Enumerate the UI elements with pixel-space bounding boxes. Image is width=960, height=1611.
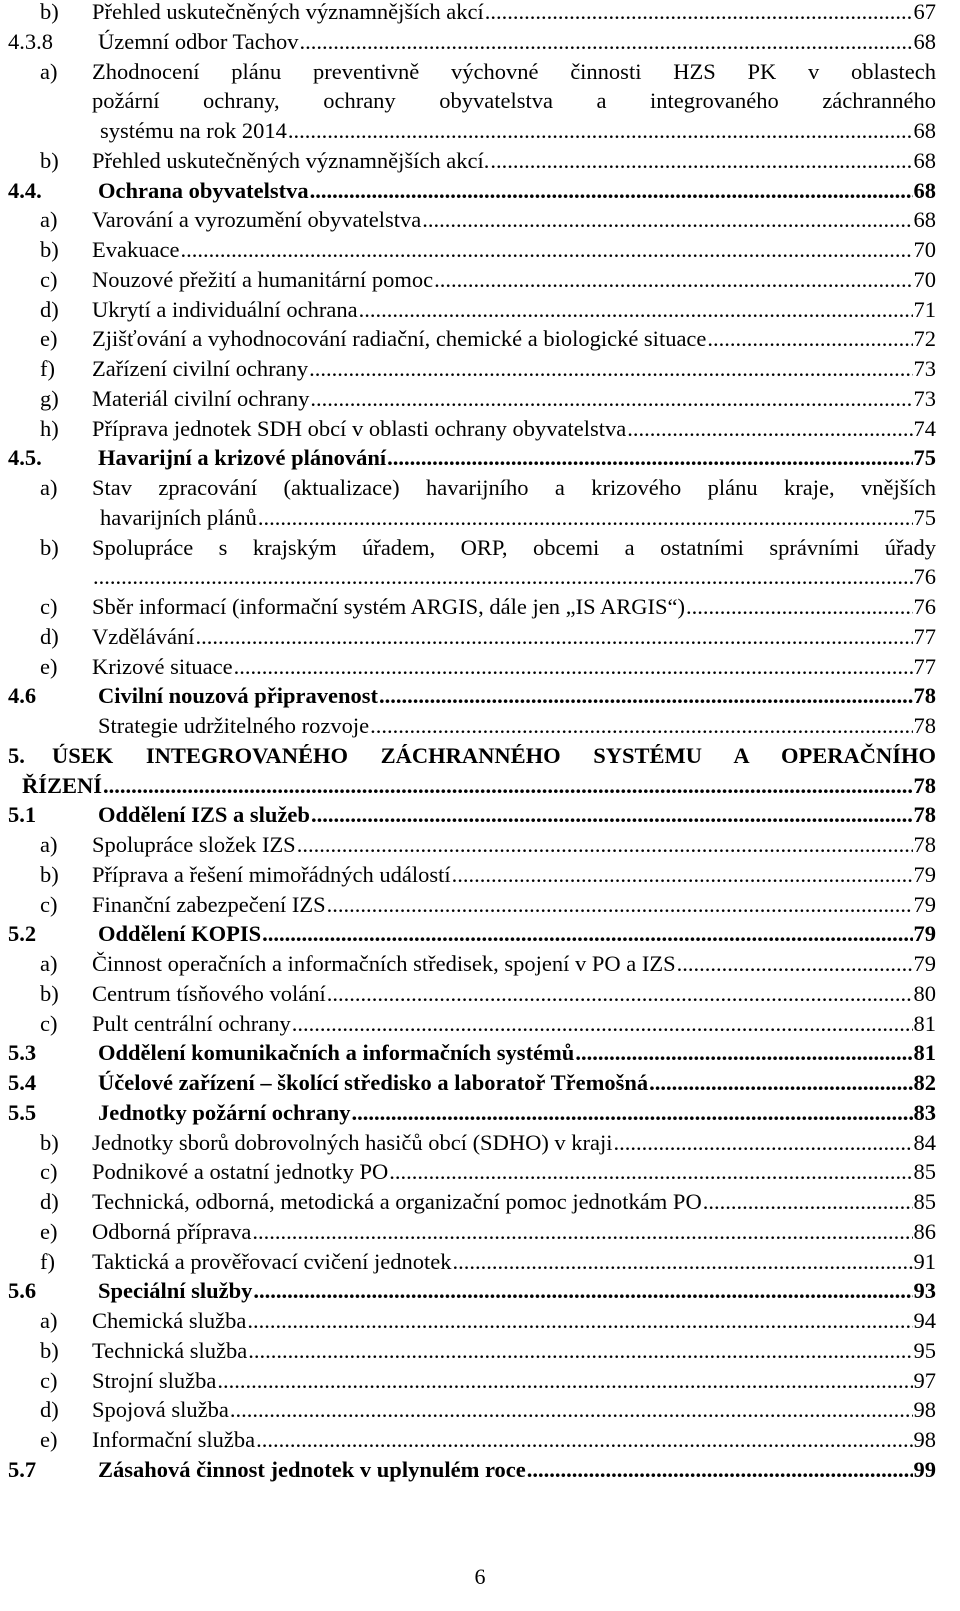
dot-leader: [310, 384, 912, 414]
toc-entry-title-line: Stav zpracování (aktualizace) havarijního a krizového plánu kraje, vnějších: [92, 475, 936, 500]
dot-leader: [686, 592, 912, 622]
dot-leader: [262, 919, 912, 949]
toc-entry-number: c): [40, 1367, 58, 1393]
toc-entry[interactable]: [0, 205, 960, 235]
toc-entry[interactable]: [0, 1157, 960, 1187]
dot-leader: [387, 443, 912, 473]
toc-entry-title: Taktická a prověřovací cvičení jednotek: [92, 1248, 452, 1274]
toc-entry-page: 78: [913, 683, 936, 709]
toc-entry-page: 84: [913, 1129, 936, 1155]
dot-leader: [434, 265, 912, 295]
toc-entry-title: Oddělení komunikačních a informačních systémů: [98, 1040, 575, 1066]
toc-entry-title: Centrum tísňového volání: [92, 980, 326, 1006]
toc-entry-title: Přehled uskutečněných významnějších akcí.: [92, 147, 490, 173]
toc-entry-title: Informační služba: [92, 1427, 256, 1452]
toc-entry[interactable]: [0, 414, 960, 444]
toc-entry-title: havarijních plánů: [100, 504, 257, 530]
dot-leader: [309, 354, 912, 384]
toc-entry-page: 78: [913, 802, 936, 828]
toc-entry[interactable]: [0, 1276, 960, 1306]
dot-leader: [253, 1276, 912, 1306]
dot-leader: [292, 1009, 913, 1039]
dot-leader: [256, 1425, 912, 1455]
toc-entry[interactable]: [0, 1009, 960, 1039]
toc-entry-page: 76: [913, 594, 936, 619]
toc-entry-title: Ochrana obyvatelstva: [98, 177, 309, 203]
toc-entry-number: 4.3.8: [8, 28, 53, 54]
toc-entry-title: Jednotky požární ochrany: [98, 1099, 351, 1125]
toc-entry-title: systému na rok 2014: [100, 118, 287, 143]
toc-entry[interactable]: [0, 681, 960, 711]
dot-leader: [703, 1187, 913, 1217]
toc-entry-page: 97: [913, 1367, 936, 1393]
toc-entry[interactable]: [0, 1336, 960, 1366]
toc-entry-page: 78: [913, 832, 936, 857]
dot-leader: [485, 0, 913, 27]
dot-leader: [453, 1247, 913, 1277]
toc-entry-title: Speciální služby: [98, 1278, 253, 1304]
dot-leader: [575, 1038, 912, 1068]
toc-entry-number: d): [40, 296, 59, 322]
toc-entry-number: d): [40, 623, 59, 649]
toc-entry-page: 67: [913, 0, 936, 24]
toc-entry-page: 79: [913, 891, 936, 917]
toc-entry-title: Technická, odborná, metodická a organizační pomoc jednotkám PO: [92, 1189, 702, 1214]
dot-leader: [180, 235, 912, 265]
toc-entry-title: Spolupráce složek IZS: [92, 832, 296, 857]
toc-entry[interactable]: [0, 1306, 960, 1336]
toc-entry-title: Podnikové a ostatní jednotky PO: [92, 1159, 389, 1185]
dot-leader: [310, 176, 913, 206]
dot-leader: [527, 1455, 913, 1485]
toc-entry-number: 4.5.: [8, 445, 42, 471]
toc-entry-title: Vzdělávání: [92, 623, 195, 649]
dot-leader: [234, 652, 913, 682]
toc-entry-number: a): [40, 832, 58, 857]
toc-entry-page: 99: [913, 1456, 936, 1482]
toc-entry-title: Civilní nouzová připravenost: [98, 683, 379, 709]
toc-entry-title: Ukrytí a individuální ochrana: [92, 296, 358, 322]
toc-entry[interactable]: [0, 1247, 960, 1277]
toc-entry-page: 68: [913, 207, 936, 233]
toc-entry-number: a): [40, 58, 58, 84]
toc-entry-number: c): [40, 891, 58, 917]
toc-entry-title: Chemická služba: [92, 1308, 247, 1333]
toc-entry-number: a): [40, 1308, 58, 1333]
dot-leader: [299, 27, 912, 57]
toc-entry-page: 76: [913, 564, 936, 590]
toc-entry[interactable]: [0, 265, 960, 295]
toc-entry-title: Evakuace: [92, 237, 180, 262]
toc-entry-title: Zařízení civilní ochrany: [92, 356, 309, 381]
dot-leader: [297, 830, 913, 860]
toc-entry-page: 77: [913, 623, 936, 649]
toc-entry[interactable]: [0, 473, 960, 533]
toc-entry-number: d): [40, 1189, 59, 1214]
dot-leader: [93, 562, 913, 592]
toc-entry-title: Strojní služba: [92, 1367, 217, 1393]
toc-entry-number: e): [40, 1427, 58, 1452]
toc-entry-number: f): [40, 1248, 55, 1274]
toc-entry-title-line: Zhodnocení plánu preventivně výchovné činnosti HZS PK v oblastech: [92, 58, 936, 84]
toc-entry-page: 81: [913, 1010, 936, 1036]
dot-leader: [614, 1128, 913, 1158]
toc-entry-title: Nouzové přežití a humanitární pomoc: [92, 266, 434, 292]
toc-entry-page: 68: [913, 147, 936, 173]
toc-entry-title: Územní odbor Tachov: [98, 28, 299, 54]
dot-leader: [327, 890, 913, 920]
toc-entry-title: Varování a vyrozumění obyvatelstva: [92, 207, 422, 233]
toc-entry-page: 80: [913, 980, 936, 1006]
toc-entry-number: c): [40, 1159, 58, 1185]
dot-leader: [217, 1366, 912, 1396]
toc-entry-title: Činnost operačních a informačních středisek, spojení v PO a IZS: [92, 951, 676, 976]
toc-entry-page: 85: [913, 1189, 936, 1214]
toc-entry-number: 4.4.: [8, 177, 42, 203]
toc-entry-page: 83: [913, 1099, 936, 1125]
toc-entry-title: Krizové situace: [92, 653, 233, 679]
toc-entry-number: c): [40, 266, 58, 292]
toc-entry-number: e): [40, 1218, 58, 1244]
toc-entry[interactable]: [0, 652, 960, 682]
toc-entry-page: 91: [913, 1248, 936, 1274]
dot-leader: [370, 711, 912, 741]
toc-entry-title-line: ÚSEK INTEGROVANÉHO ZÁCHRANNÉHO SYSTÉMU A OPERAČNÍHO: [52, 742, 936, 768]
toc-entry-title: Příprava a řešení mimořádných událostí: [92, 861, 451, 887]
dot-leader: [422, 205, 912, 235]
toc-entry-title: Havarijní a krizové plánování: [98, 445, 387, 471]
toc-entry[interactable]: [0, 384, 960, 414]
toc-entry[interactable]: [0, 800, 960, 830]
toc-entry-number: b): [40, 147, 59, 173]
toc-entry[interactable]: [0, 324, 960, 354]
toc-entry[interactable]: [0, 1038, 960, 1068]
dot-leader: [288, 116, 913, 146]
toc-entry[interactable]: [0, 1128, 960, 1158]
toc-entry-number: b): [40, 1129, 59, 1155]
toc-entry-page: 70: [913, 237, 936, 262]
toc-entry-title: Pult centrální ochrany: [92, 1010, 291, 1036]
toc-entry-page: 98: [913, 1427, 936, 1452]
toc-entry-page: 68: [913, 118, 936, 143]
toc-entry[interactable]: [0, 1187, 960, 1217]
toc-entry-number: 5.3: [8, 1040, 37, 1066]
toc-entry-page: 70: [913, 266, 936, 292]
toc-entry-page: 78: [913, 772, 936, 798]
toc-entry[interactable]: [0, 830, 960, 860]
toc-entry[interactable]: [0, 354, 960, 384]
toc-entry-title: ŘÍZENÍ: [22, 772, 103, 798]
toc-entry-number: b): [40, 1337, 59, 1363]
toc-entry-number: b): [40, 534, 59, 560]
toc-entry-page: 75: [913, 504, 936, 530]
page-number: 6: [474, 1564, 486, 1589]
toc-entry-page: 93: [913, 1278, 936, 1304]
toc-entry-title: Spojová služba: [92, 1397, 229, 1423]
toc-entry[interactable]: [0, 919, 960, 949]
toc-entry-number: b): [40, 237, 59, 262]
toc-entry-page: 71: [913, 296, 936, 322]
toc-entry[interactable]: [0, 979, 960, 1009]
toc-entry-title-line: Spolupráce s krajským úřadem, ORP, obcemi a ostatními správními úřady: [92, 534, 936, 560]
toc-entry[interactable]: [0, 1217, 960, 1247]
toc-entry-page: 85: [913, 1159, 936, 1185]
dot-leader: [452, 860, 913, 890]
toc-entry-page: 79: [913, 951, 936, 976]
toc-entry-title: Účelové zařízení – školící středisko a laboratoř Třemošná: [98, 1070, 649, 1095]
dot-leader: [252, 1217, 912, 1247]
toc-entry-title: Technická služba: [92, 1337, 248, 1363]
dot-leader: [379, 681, 912, 711]
toc-entry[interactable]: [0, 1455, 960, 1485]
toc-entry-number: f): [40, 356, 55, 381]
dot-leader: [707, 324, 912, 354]
toc-entry-page: 72: [913, 326, 936, 352]
dot-leader: [327, 979, 913, 1009]
toc-entry-page: 94: [913, 1308, 936, 1333]
toc-entry-number: h): [40, 415, 59, 441]
toc-entry-title: Zásahová činnost jednotek v uplynulém roce: [98, 1456, 526, 1482]
dot-leader: [248, 1336, 912, 1366]
toc-entry-number: c): [40, 594, 58, 619]
toc-entry-page: 73: [913, 385, 936, 411]
toc-entry-number: 5.5: [8, 1099, 37, 1125]
toc-entry-number: c): [40, 1010, 58, 1036]
dot-leader: [359, 295, 913, 325]
toc-entry-page: 81: [913, 1040, 936, 1066]
toc-entry[interactable]: [0, 1068, 960, 1098]
dot-leader: [627, 414, 912, 444]
toc-entry-page: 75: [913, 445, 936, 471]
dot-leader: [677, 949, 913, 979]
toc-entry-title: Sběr informací (informační systém ARGIS, dále jen „IS ARGIS“): [92, 594, 686, 619]
toc-entry-number: 5.7: [8, 1456, 37, 1482]
toc-entry-title: Strategie udržitelného rozvoje: [98, 713, 370, 738]
toc-entry-page: 68: [913, 28, 936, 54]
dot-leader: [490, 146, 912, 176]
toc-entry-page: 82: [913, 1070, 936, 1095]
toc-entry[interactable]: [0, 711, 960, 741]
dot-leader: [649, 1068, 912, 1098]
toc-entry-number: b): [40, 0, 59, 24]
toc-entry-page: 74: [913, 415, 936, 441]
toc-entry-page: 78: [913, 713, 936, 738]
toc-entry-title-line: požární ochrany, ochrany obyvatelstva a integrovaného záchranného: [92, 88, 936, 114]
toc-entry-page: 68: [913, 177, 936, 203]
toc-entry-number: 5.: [8, 742, 25, 768]
toc-entry-page: 79: [913, 861, 936, 887]
toc-entry-number: e): [40, 326, 58, 352]
toc-entry-number: 5.1: [8, 802, 37, 828]
toc-entry-title: Odborná příprava: [92, 1218, 252, 1244]
dot-leader: [352, 1098, 913, 1128]
toc-entry-page: 95: [913, 1337, 936, 1363]
toc-entry[interactable]: [0, 741, 960, 801]
toc-entry-title: Finanční zabezpečení IZS: [92, 891, 326, 917]
dot-leader: [247, 1306, 912, 1336]
toc-entry-number: d): [40, 1397, 59, 1423]
toc-entry-number: g): [40, 385, 59, 411]
toc-entry-page: 86: [913, 1218, 936, 1244]
toc-entry-page: 98: [913, 1397, 936, 1423]
toc-entry-page: 77: [913, 653, 936, 679]
toc-entry[interactable]: [0, 0, 960, 27]
dot-leader: [311, 800, 913, 830]
toc-entry-title: Přehled uskutečněných významnějších akcí: [92, 0, 484, 24]
toc-entry-number: 5.4: [8, 1070, 37, 1095]
toc-entry[interactable]: [0, 1366, 960, 1396]
toc-entry[interactable]: [0, 1425, 960, 1455]
toc-entry-number: 4.6: [8, 683, 37, 709]
toc-entry[interactable]: [0, 592, 960, 622]
dot-leader: [195, 622, 912, 652]
toc-entry[interactable]: [0, 949, 960, 979]
toc-entry[interactable]: [0, 146, 960, 176]
toc-entry[interactable]: [0, 860, 960, 890]
toc-entry-title: Zjišťování a vyhodnocování radiační, chemické a biologické situace: [92, 326, 707, 352]
toc-entry[interactable]: [0, 57, 960, 146]
toc-entry[interactable]: [0, 295, 960, 325]
toc-entry-number: a): [40, 951, 58, 976]
toc-entry-title: Oddělení KOPIS: [98, 921, 262, 947]
dot-leader: [389, 1157, 912, 1187]
dot-leader: [103, 771, 912, 801]
toc-entry-title: Materiál civilní ochrany: [92, 385, 310, 411]
toc-entry-page: 73: [913, 356, 936, 381]
toc-entry[interactable]: [0, 533, 960, 593]
toc-entry-page: 79: [913, 921, 936, 947]
toc-entry-number: 5.6: [8, 1278, 37, 1304]
toc-entry-number: a): [40, 207, 58, 233]
toc-entry[interactable]: [0, 235, 960, 265]
toc-entry[interactable]: [0, 622, 960, 652]
dot-leader: [230, 1395, 913, 1425]
toc-entry-number: e): [40, 653, 58, 679]
toc-entry[interactable]: [0, 176, 960, 206]
toc-entry[interactable]: [0, 27, 960, 57]
toc-entry-title: Oddělení IZS a služeb: [98, 802, 310, 828]
toc-entry-number: b): [40, 980, 59, 1006]
toc-entry-number: b): [40, 861, 59, 887]
toc-entry[interactable]: [0, 443, 960, 473]
toc-entry[interactable]: [0, 890, 960, 920]
toc-entry[interactable]: [0, 1098, 960, 1128]
toc-entry-title: Jednotky sborů dobrovolných hasičů obcí (SDHO) v kraji: [92, 1129, 613, 1155]
dot-leader: [258, 503, 913, 533]
toc-entry[interactable]: [0, 1395, 960, 1425]
toc-entry-number: a): [40, 475, 58, 500]
toc-entry-title: Příprava jednotek SDH obcí v oblasti ochrany obyvatelstva: [92, 415, 627, 441]
toc-entry-number: 5.2: [8, 921, 37, 947]
